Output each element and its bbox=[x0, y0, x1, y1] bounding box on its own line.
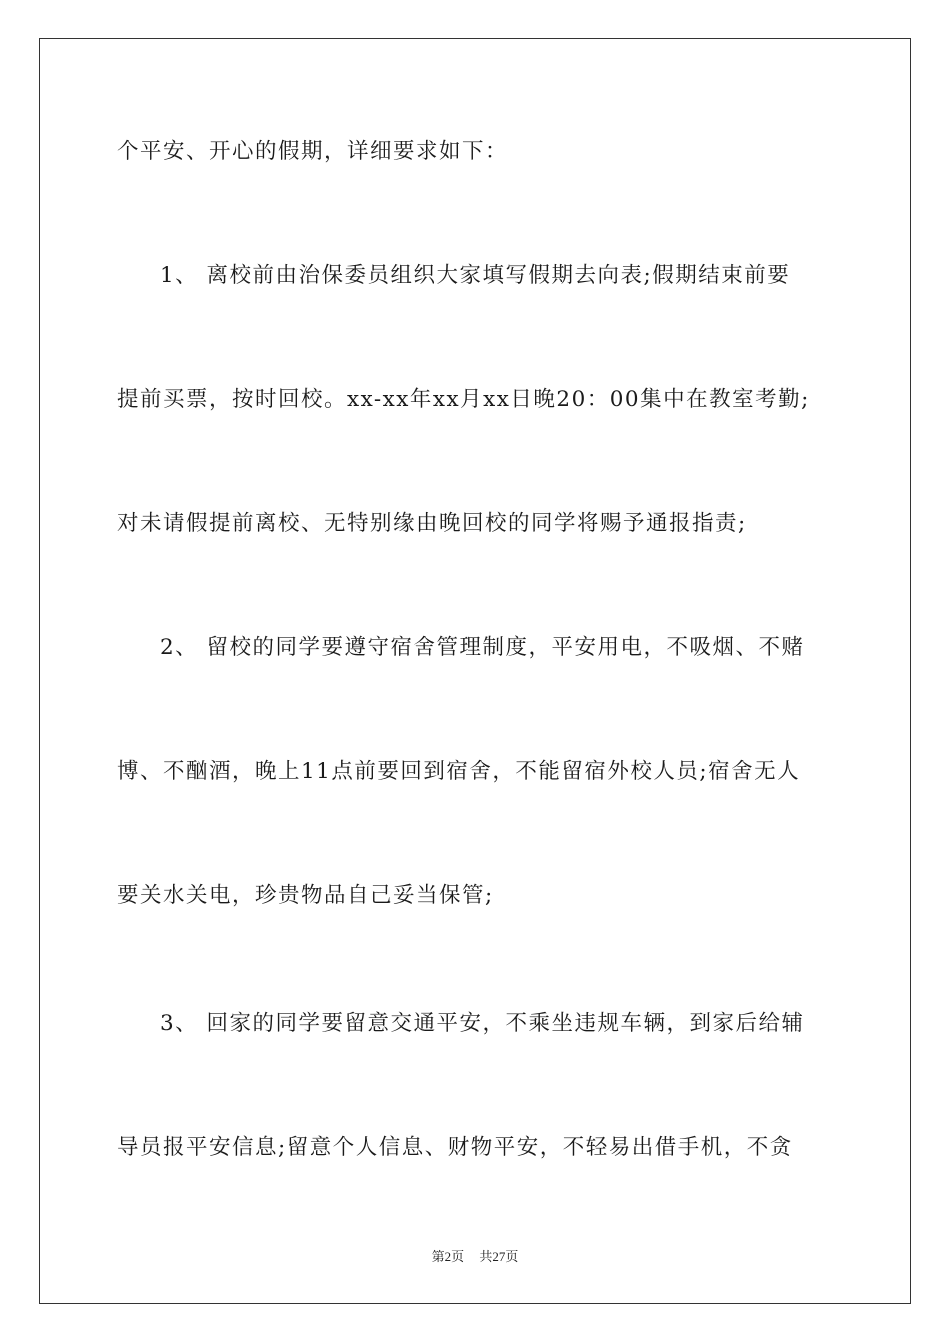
text-line: 博、不酗酒，晚上11点前要回到宿舍，不能留宿外校人员;宿舍无人 bbox=[117, 759, 801, 784]
page-border bbox=[39, 38, 911, 1304]
text-line: 2、 留校的同学要遵守宿舍管理制度，平安用电，不吸烟、不赌 bbox=[160, 635, 805, 660]
text-line: 导员报平安信息;留意个人信息、财物平安，不轻易出借手机，不贪 bbox=[117, 1135, 793, 1160]
page-number: 第2页 bbox=[431, 1249, 465, 1264]
text-line: 对未请假提前离校、无特别缘由晚回校的同学将赐予通报指责; bbox=[117, 511, 747, 536]
text-line: 提前买票，按时回校。xx-xx年xx月xx日晚20：00集中在教室考勤; bbox=[117, 387, 810, 412]
page-footer bbox=[0, 1246, 950, 1265]
page-total: 共27页 bbox=[479, 1249, 519, 1264]
text-line: 要关水关电，珍贵物品自己妥当保管; bbox=[117, 883, 494, 908]
text-line: 3、 回家的同学要留意交通平安，不乘坐违规车辆，到家后给辅 bbox=[160, 1011, 805, 1036]
text-line: 个平安、开心的假期，详细要求如下： bbox=[117, 139, 509, 164]
text-line: 1、 离校前由治保委员组织大家填写假期去向表;假期结束前要 bbox=[160, 263, 791, 288]
